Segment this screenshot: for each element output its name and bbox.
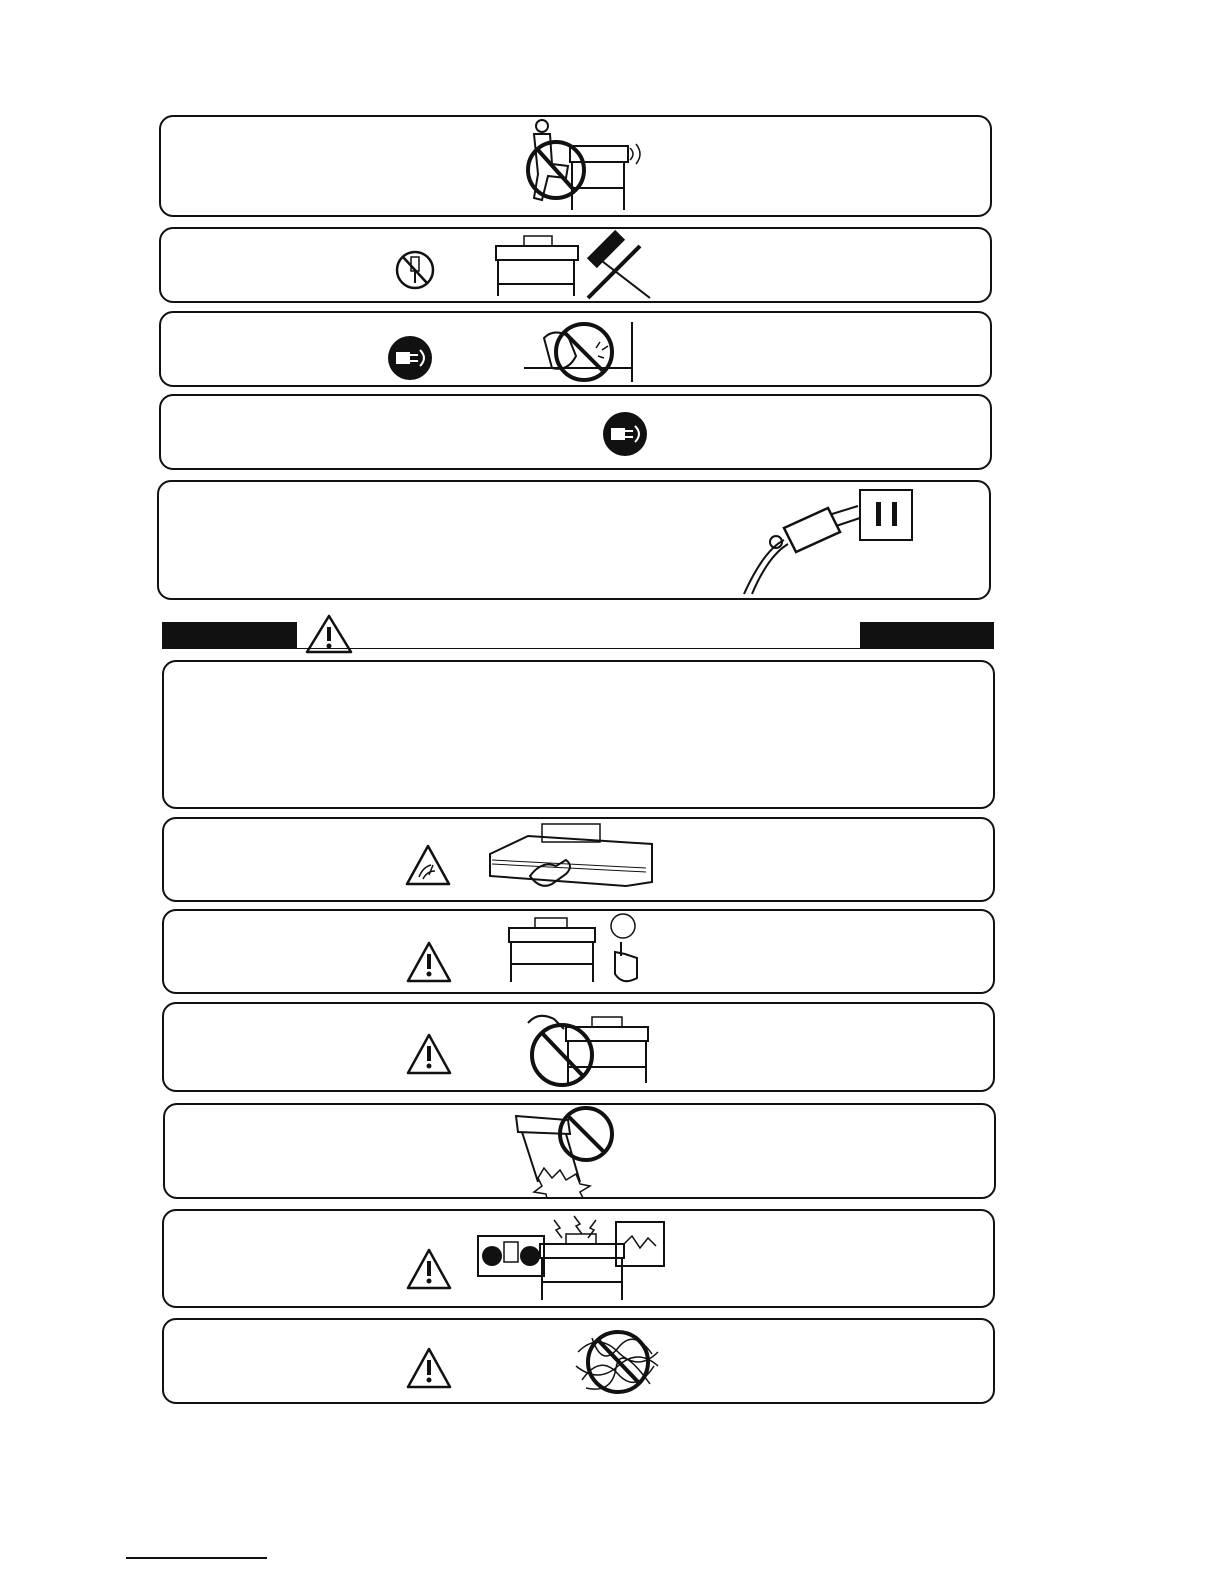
section-header-left-bar: [162, 622, 297, 649]
caution-triangle-icon: [405, 1247, 453, 1291]
electronics-interference-illustration: [474, 1212, 670, 1306]
unplug-icon: [386, 334, 434, 382]
no-leaning-on-piano-illustration: [518, 1005, 654, 1089]
plug-outlet-illustration: [736, 484, 920, 596]
caution-triangle-icon: [405, 940, 453, 984]
hands-on-keyboard-illustration: [486, 820, 658, 896]
caution-intro-box: [162, 660, 995, 809]
piano-with-pointing-finger-illustration: [503, 912, 649, 992]
warning-box-4: [159, 394, 992, 470]
no-disassemble-icon: [394, 247, 436, 293]
no-tipping-piano-illustration: [508, 1106, 638, 1198]
finger-pinch-icon: [405, 843, 451, 887]
caution-triangle-icon: [405, 1032, 453, 1076]
wet-hands-plug-illustration: [522, 318, 642, 384]
caution-triangle-icon: [405, 1346, 453, 1390]
no-tangled-cords-illustration: [572, 1322, 662, 1400]
caution-triangle-icon: [304, 612, 354, 656]
piano-and-tools-illustration: [490, 228, 654, 302]
section-header-right-bar: [860, 622, 994, 649]
unplug-icon: [601, 410, 649, 458]
footer-rule: [126, 1557, 267, 1559]
sitting-on-piano-illustration: [512, 118, 642, 216]
